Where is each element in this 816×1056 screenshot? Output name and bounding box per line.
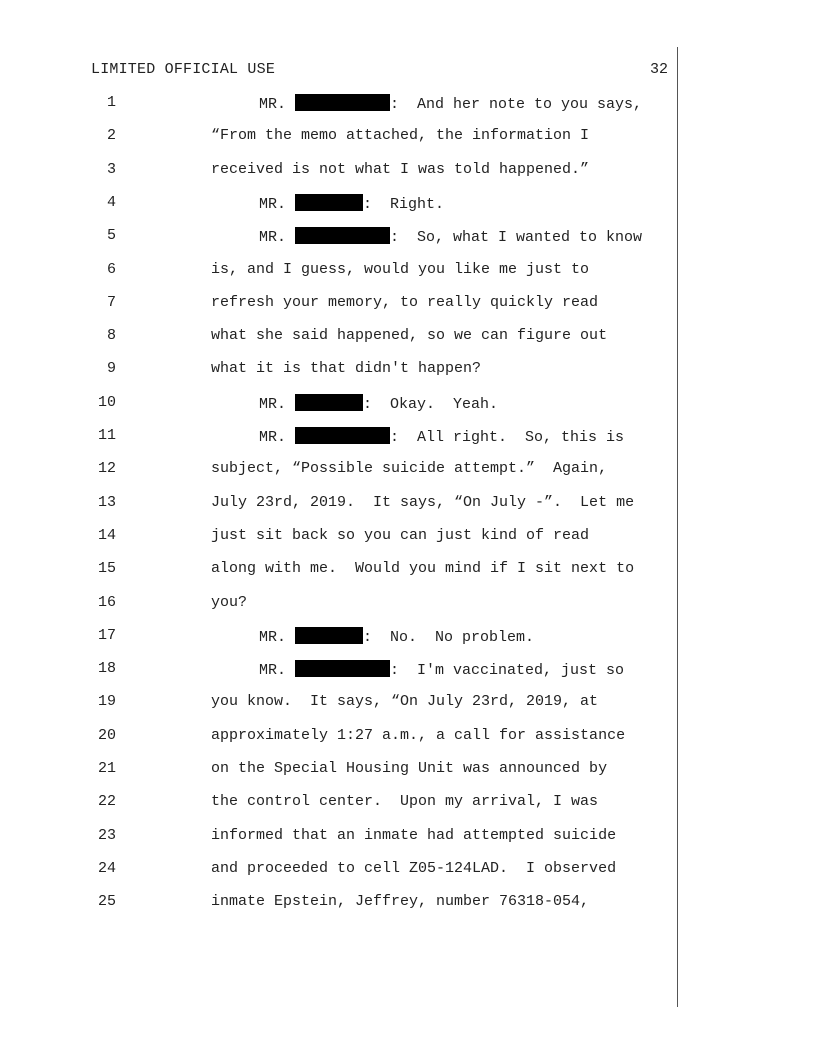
line-text xyxy=(211,594,247,611)
line-text xyxy=(211,860,616,877)
redaction-box xyxy=(295,660,390,677)
margin-rule xyxy=(677,47,678,1007)
line-number: 21 xyxy=(97,760,116,777)
redaction-box xyxy=(295,627,363,644)
line-number: 18 xyxy=(97,660,116,678)
line-content: is, and I guess, would you like me just to xyxy=(211,260,590,278)
line-text xyxy=(259,194,444,213)
line-number: 23 xyxy=(97,826,116,844)
speaker-label: MR. xyxy=(259,429,296,446)
line-number: 13 xyxy=(97,493,116,511)
redaction-box xyxy=(295,194,363,211)
line-text xyxy=(211,560,634,577)
line-text xyxy=(211,527,589,544)
line-content: approximately 1:27 a.m., a call for assistance xyxy=(211,726,626,744)
line-content: : No. No problem. xyxy=(363,628,535,646)
line-number: 5 xyxy=(106,227,116,245)
redaction-box xyxy=(295,94,390,111)
classification-header: LIMITED OFFICIAL USE xyxy=(91,61,276,78)
line-number: 15 xyxy=(97,560,116,578)
line-content: refresh your memory, to really quickly read xyxy=(211,293,599,311)
line-content: inmate Epstein, Jeffrey, number 76318-054, xyxy=(211,893,590,911)
line-number: 22 xyxy=(97,793,116,811)
speaker-label: MR. xyxy=(259,96,296,113)
line-content: : Okay. Yeah. xyxy=(363,395,499,413)
line-text xyxy=(211,494,634,511)
line-content: : Right. xyxy=(363,195,445,213)
speaker-label: MR. xyxy=(259,662,296,680)
line-text xyxy=(211,693,598,710)
speaker-label: MR. xyxy=(259,395,296,413)
speaker-label: MR. xyxy=(259,229,296,247)
line-number: 4 xyxy=(106,193,116,211)
line-text xyxy=(211,360,481,377)
line-content: what it is that didn't happen? xyxy=(211,360,482,378)
line-text xyxy=(259,394,498,413)
speaker-label: MR. xyxy=(259,628,296,646)
line-content: the control center. Upon my arrival, I was xyxy=(211,793,599,811)
page-number: 32 xyxy=(649,61,668,78)
line-number: 7 xyxy=(106,293,116,311)
line-content: subject, “Possible suicide attempt.” Again, xyxy=(211,460,608,478)
line-number: 8 xyxy=(106,327,116,345)
line-number: 14 xyxy=(97,526,116,544)
line-text xyxy=(211,727,625,744)
line-number: 12 xyxy=(97,460,116,478)
line-text xyxy=(211,460,607,477)
line-number: 24 xyxy=(97,859,116,877)
line-number: 3 xyxy=(106,160,116,178)
line-text xyxy=(211,261,589,278)
redaction-box xyxy=(295,227,390,244)
line-number: 10 xyxy=(97,393,116,411)
line-content: you? xyxy=(211,593,248,611)
line-text xyxy=(211,893,589,910)
line-content: and proceeded to cell Z05-124LAD. I observed xyxy=(211,859,617,877)
line-number: 17 xyxy=(97,626,116,644)
line-content: along with me. Would you mind if I sit next to xyxy=(211,560,635,578)
line-number: 11 xyxy=(97,427,116,444)
line-number: 2 xyxy=(106,127,116,145)
line-number: 9 xyxy=(106,360,116,378)
line-text xyxy=(211,127,589,144)
line-content: what she said happened, so we can figure out xyxy=(211,327,608,345)
line-number: 16 xyxy=(97,593,116,611)
line-content: “From the memo attached, the information I xyxy=(211,127,590,145)
line-text xyxy=(211,327,607,344)
line-content: you know. It says, “On July 23rd, 2019, at xyxy=(211,693,599,711)
redaction-box xyxy=(295,394,363,411)
line-content: : So, what I wanted to know xyxy=(390,229,643,247)
line-number: 25 xyxy=(97,893,116,911)
line-text xyxy=(211,161,589,178)
line-content: received is not what I was told happened.” xyxy=(211,160,590,178)
line-text xyxy=(211,827,616,844)
line-content: just sit back so you can just kind of read xyxy=(211,526,590,544)
line-content: on the Special Housing Unit was announced by xyxy=(211,760,608,777)
line-number: 6 xyxy=(106,260,116,278)
line-number: 20 xyxy=(97,726,116,744)
line-content: July 23rd, 2019. It says, “On July -”. Let me xyxy=(211,493,635,511)
line-content: : And her note to you says, xyxy=(390,96,643,113)
line-text xyxy=(259,227,642,246)
line-text xyxy=(259,627,534,646)
line-number: 19 xyxy=(97,693,116,711)
speaker-label: MR. xyxy=(259,195,296,213)
line-text xyxy=(259,94,642,113)
line-text xyxy=(259,427,624,446)
line-content: : I'm vaccinated, just so xyxy=(390,662,625,680)
line-text xyxy=(259,660,624,679)
line-content: : All right. So, this is xyxy=(390,429,625,446)
line-text xyxy=(211,294,598,311)
line-text xyxy=(211,760,607,777)
line-content: informed that an inmate had attempted suicide xyxy=(211,826,617,844)
line-text xyxy=(211,793,598,810)
line-number: 1 xyxy=(106,94,116,111)
redaction-box xyxy=(295,427,390,444)
